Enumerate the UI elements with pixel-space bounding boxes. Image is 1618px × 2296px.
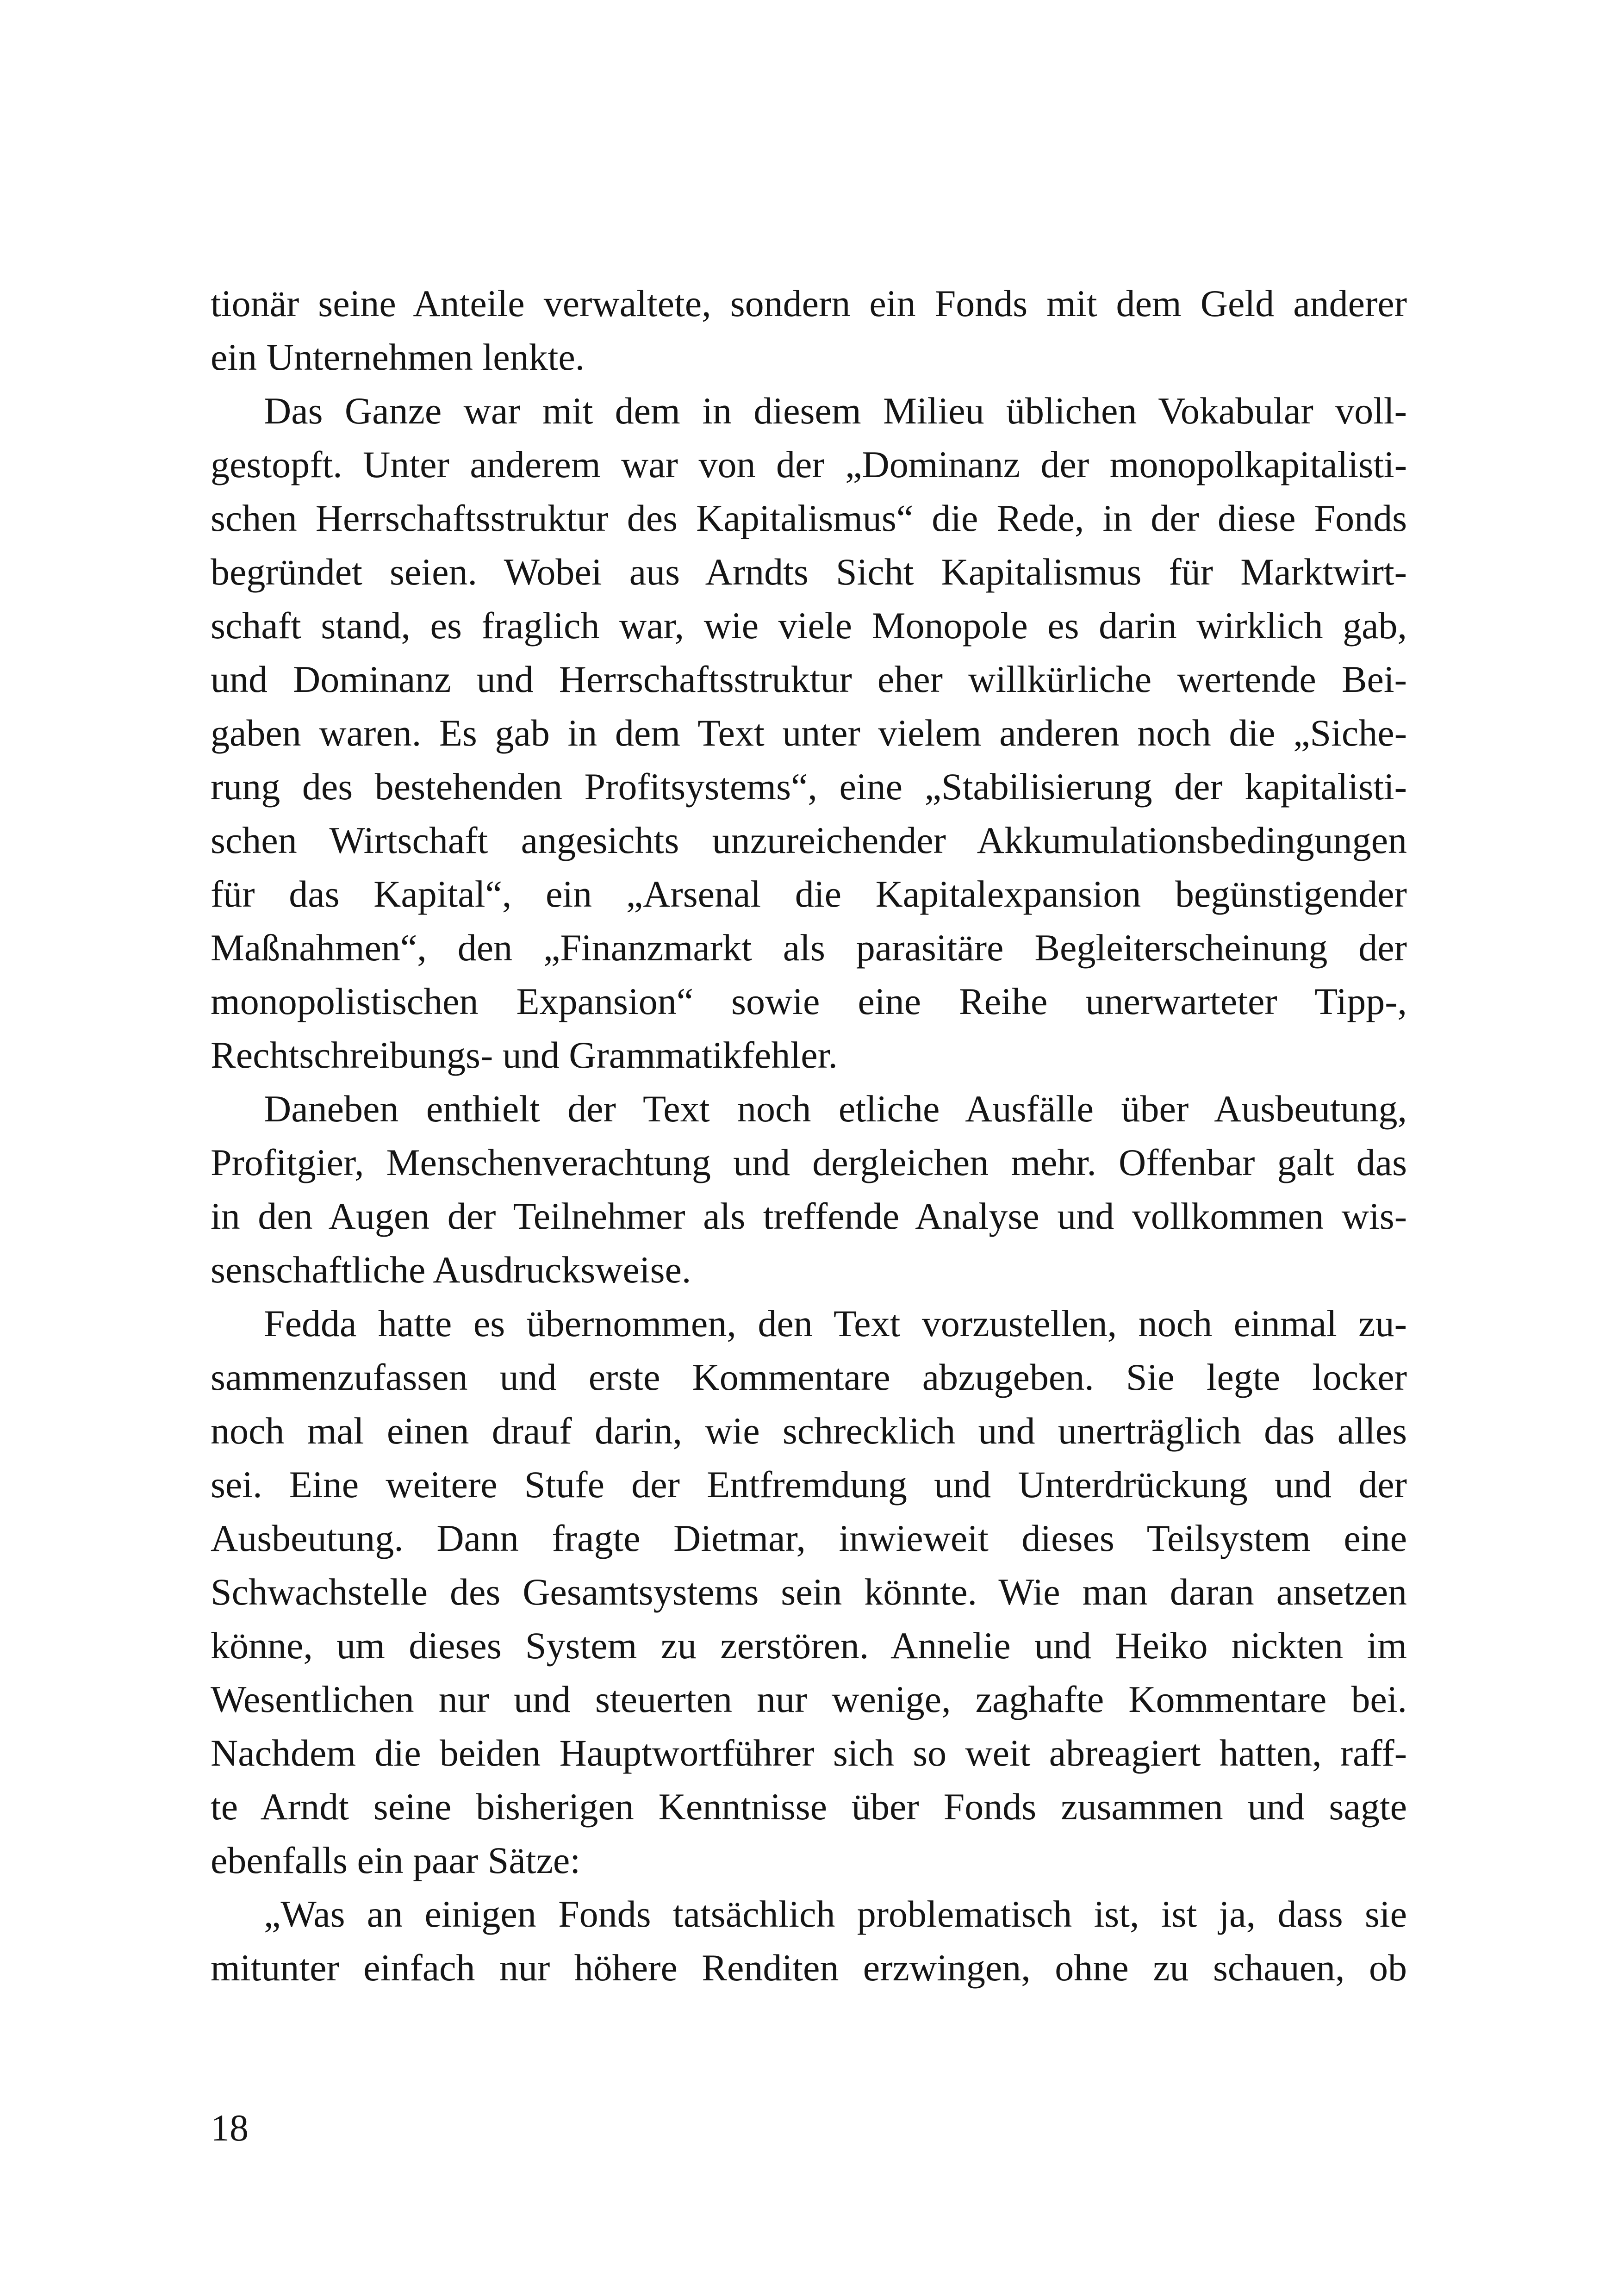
text-line: sammenzufassen und erste Kommentare abzugeben. Sie legte locker <box>211 1356 1407 1398</box>
text-line: begründet seien. Wobei aus Arndts Sicht Kapitalismus für Marktwirt- <box>211 551 1407 593</box>
text-line: mitunter einfach nur höhere Renditen erzwingen, ohne zu schauen, ob <box>211 1947 1407 1989</box>
text-line: Nachdem die beiden Hauptwortführer sich so weit abreagiert hatten, raff- <box>211 1732 1407 1774</box>
text-line: gestopft. Unter anderem war von der „Dominanz der monopolkapitalisti- <box>211 443 1407 485</box>
text-line: Das Ganze war mit dem in diesem Milieu üblichen Vokabular voll- <box>264 390 1407 432</box>
body-text <box>211 277 1407 1995</box>
text-line: in den Augen der Teilnehmer als treffende Analyse und vollkommen wis- <box>211 1195 1407 1237</box>
text-line: schen Herrschaftsstruktur des Kapitalismus“ die Rede, in der diese Fonds <box>211 497 1407 539</box>
text-line: „Was an einigen Fonds tatsächlich problematisch ist, ist ja, dass sie <box>264 1893 1407 1935</box>
text-line: Daneben enthielt der Text noch etliche Ausfälle über Ausbeutung, <box>264 1088 1407 1130</box>
page-number: 18 <box>211 2107 249 2149</box>
text-line: Schwachstelle des Gesamtsystems sein könnte. Wie man daran ansetzen <box>211 1571 1407 1613</box>
text-line: könne, um dieses System zu zerstören. Annelie und Heiko nickten im <box>211 1624 1407 1667</box>
text-line: schen Wirtschaft angesichts unzureichender Akkumulationsbedingungen <box>211 819 1407 861</box>
text-line: te Arndt seine bisherigen Kenntnisse über Fonds zusammen und sagte <box>211 1786 1407 1828</box>
text-line: Profitgier, Menschenverachtung und dergleichen mehr. Offenbar galt das <box>211 1141 1407 1183</box>
text-line: Maßnahmen“, den „Finanzmarkt als parasitäre Begleiterscheinung der <box>211 927 1407 969</box>
text-line: sei. Eine weitere Stufe der Entfremdung und Unterdrückung und der <box>211 1463 1407 1506</box>
text-line: für das Kapital“, ein „Arsenal die Kapitalexpansion begünstigender <box>211 873 1407 915</box>
text-line: ein Unternehmen lenkte. <box>211 336 585 378</box>
text-line: tionär seine Anteile verwaltete, sondern ein Fonds mit dem Geld anderer <box>211 282 1407 324</box>
text-line: und Dominanz und Herrschaftsstruktur eher willkürliche wertende Bei- <box>211 658 1407 700</box>
text-line: Ausbeutung. Dann fragte Dietmar, inwieweit dieses Teilsystem eine <box>211 1517 1407 1559</box>
text-line: gaben waren. Es gab in dem Text unter vielem anderen noch die „Siche- <box>211 712 1407 754</box>
text-line: Fedda hatte es übernommen, den Text vorzustellen, noch einmal zu- <box>264 1302 1407 1344</box>
text-line: monopolistischen Expansion“ sowie eine Reihe unerwarteter Tipp-, <box>211 980 1407 1022</box>
text-line: rung des bestehenden Profitsystems“, eine „Stabilisierung der kapitalisti- <box>211 765 1407 808</box>
text-line: noch mal einen drauf darin, wie schrecklich und unerträglich das alles <box>211 1410 1407 1452</box>
text-line: Wesentlichen nur und steuerten nur wenige, zaghafte Kommentare bei. <box>211 1678 1407 1720</box>
text-line: schaft stand, es fraglich war, wie viele Monopole es darin wirklich gab, <box>211 604 1407 647</box>
text-line: senschaftliche Ausdrucksweise. <box>211 1249 691 1291</box>
text-line: ebenfalls ein paar Sätze: <box>211 1839 581 1881</box>
text-line: Rechtschreibungs- und Grammatikfehler. <box>211 1034 838 1076</box>
